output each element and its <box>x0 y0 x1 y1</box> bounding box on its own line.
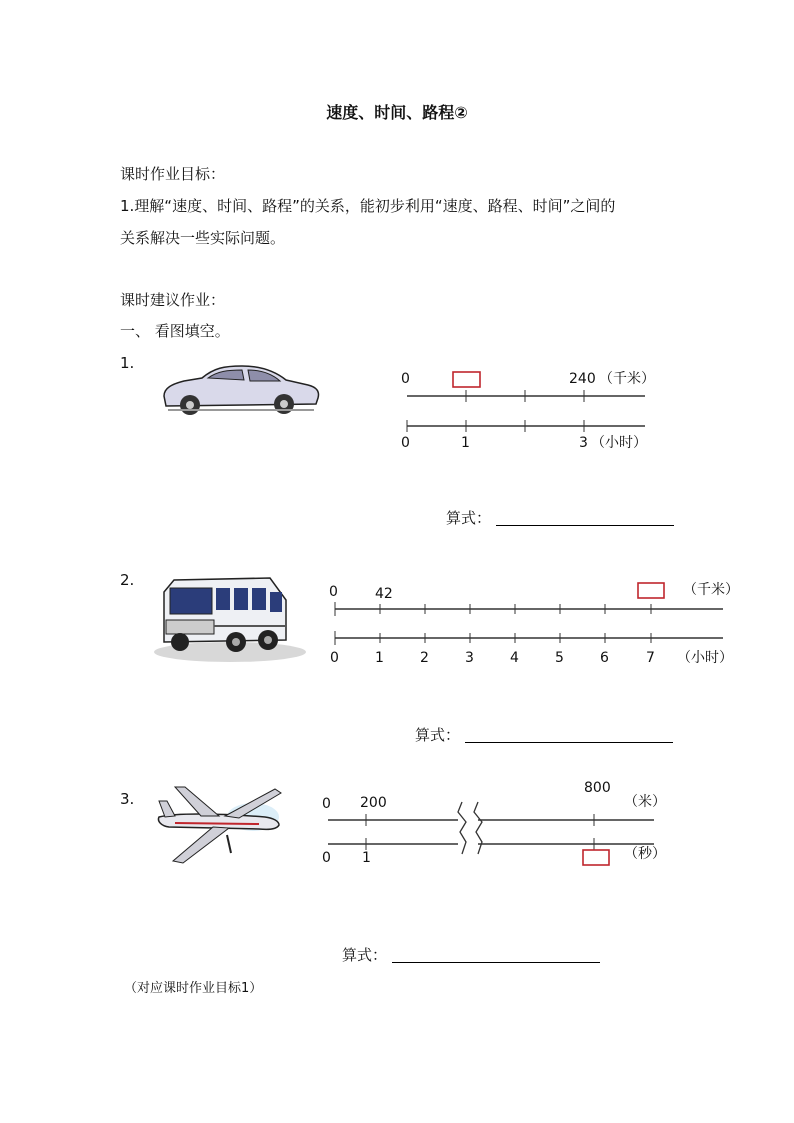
break-mark <box>474 802 482 854</box>
bottom-unit: （小时） <box>677 650 733 666</box>
top-label-200: 200 <box>360 795 387 811</box>
problem-2-number-line <box>325 578 750 670</box>
problem-1-number-line <box>395 365 675 457</box>
bottom-label-4: 4 <box>510 650 519 666</box>
page-title: 速度、时间、路程② <box>326 103 468 122</box>
top-label-800: 800 <box>584 780 611 796</box>
answer-box[interactable] <box>453 372 480 387</box>
bottom-label-0: 0 <box>401 435 410 451</box>
goal-heading: 课时作业目标： <box>120 165 226 183</box>
bottom-label-1: 1 <box>461 435 470 451</box>
top-unit: （千米） <box>683 582 739 598</box>
bottom-label-3: 3 <box>579 435 588 451</box>
equation-label: 算式： <box>415 726 461 744</box>
top-label-0: 0 <box>401 371 410 387</box>
goal-text-line-2: 关系解决一些实际问题。 <box>120 229 286 247</box>
bottom-unit: （秒） <box>624 846 666 862</box>
top-unit: （千米） <box>599 371 655 387</box>
goal-text-line-1: 1.理解“速度、时间、路程”的关系，能初步利用“速度、路程、时间”之间的 <box>120 197 616 215</box>
equation-answer-line[interactable] <box>496 525 674 526</box>
top-unit: （米） <box>624 794 666 810</box>
bottom-label-6: 6 <box>600 650 609 666</box>
break-mark <box>458 802 466 854</box>
answer-box[interactable] <box>583 850 609 865</box>
car-icon <box>158 360 322 418</box>
bottom-label-0: 0 <box>330 650 339 666</box>
bottom-label-1: 1 <box>375 650 384 666</box>
bottom-label-1: 1 <box>362 850 371 866</box>
bus-icon <box>150 570 308 664</box>
equation-label: 算式： <box>342 946 388 964</box>
top-label-0: 0 <box>322 796 331 812</box>
bottom-unit: （小时） <box>591 435 647 451</box>
problem-3-number-line <box>318 778 678 870</box>
top-label-240: 240 <box>569 371 596 387</box>
homework-heading: 课时建议作业： <box>120 291 226 309</box>
problem-1-number: 1. <box>120 354 135 372</box>
equation-answer-line[interactable] <box>392 962 600 963</box>
airplane-icon <box>155 783 287 865</box>
problem-2-number: 2. <box>120 571 135 589</box>
section-heading: 一、 看图填空。 <box>120 322 230 340</box>
bottom-label-5: 5 <box>555 650 564 666</box>
bottom-label-3: 3 <box>465 650 474 666</box>
bottom-label-7: 7 <box>646 650 655 666</box>
top-label-0: 0 <box>329 584 338 600</box>
answer-box[interactable] <box>638 583 664 598</box>
bottom-label-0: 0 <box>322 850 331 866</box>
bottom-label-2: 2 <box>420 650 429 666</box>
top-label-42: 42 <box>375 586 393 602</box>
equation-answer-line[interactable] <box>465 742 673 743</box>
footnote: （对应课时作业目标1） <box>124 981 263 996</box>
problem-3-number: 3. <box>120 790 135 808</box>
equation-label: 算式： <box>446 509 492 527</box>
